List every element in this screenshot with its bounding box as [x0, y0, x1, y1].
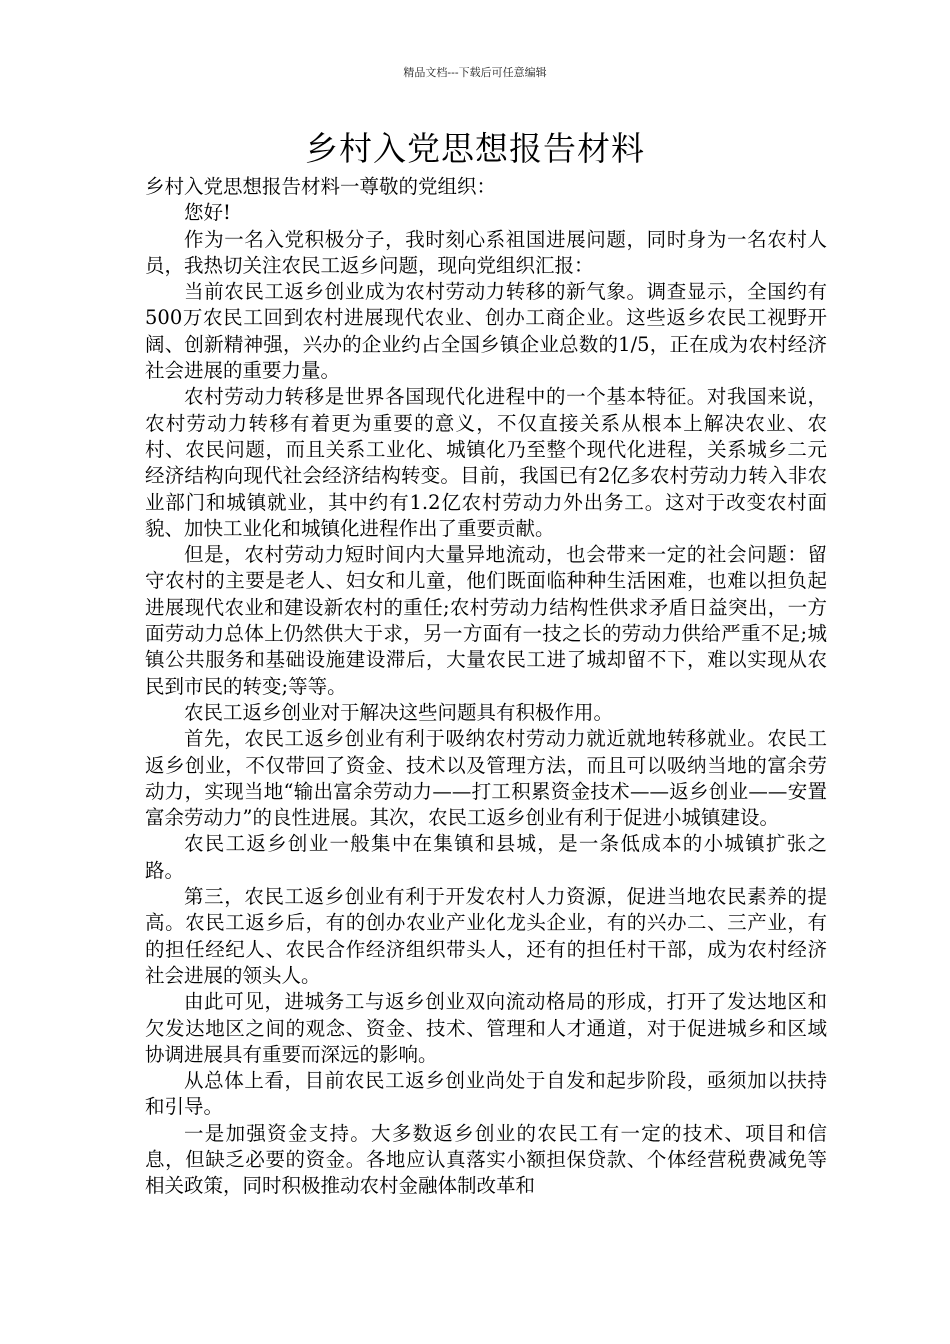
paragraph: 当前农民工返乡创业成为农村劳动力转移的新气象。调查显示，全国约有500万农民工回到农村进展现代农业、创办工商企业。这些返乡农民工视野开阔、创新精神强，兴办的企业约占全国乡镇企业总数的1/5，正在成为农村经济社会进展的重要力量。 — [145, 280, 827, 383]
paragraph: 但是，农村劳动力短时间内大量异地流动，也会带来一定的社会问题：留守农村的主要是老人、妇女和儿童，他们既面临种种生活困难，也难以担负起进展现代农业和建设新农村的重任;农村劳动力结构性供求矛盾日益突出，一方面劳动力总体上仍然供大于求，另一方面有一技之长的劳动力供给严重不足;城镇公共服务和基础设施建设滞后，大量农民工进了城却留不下，难以实现从农民到市民的转变;等等。 — [145, 543, 827, 698]
paragraph-greeting: 您好! — [184, 201, 231, 225]
document-title: 乡村入党思想报告材料 — [305, 129, 645, 168]
paragraph: 第三，农民工返乡创业有利于开发农村人力资源，促进当地农民素养的提高。农民工返乡后，有的创办农业产业化龙头企业，有的兴办二、三产业，有的担任经纪人、农民合作经济组织带头人，还有的担任村干部，成为农村经济社会进展的领头人。 — [145, 885, 827, 987]
paragraph: 一是加强资金支持。大多数返乡创业的农民工有一定的技术、项目和信息，但缺乏必要的资金。各地应认真落实小额担保贷款、个体经营税费减免等相关政策，同时积极推动农村金融体制改革和 — [145, 1121, 827, 1198]
paragraph: 从总体上看，目前农民工返乡创业尚处于自发和起步阶段，亟须加以扶持和引导。 — [145, 1069, 827, 1119]
paragraph: 农村劳动力转移是世界各国现代化进程中的一个基本特征。对我国来说，农村劳动力转移有着更为重要的意义，不仅直接关系从根本上解决农业、农村、农民问题，而且关系工业化、城镇化乃至整个现代化进程，关系城乡二元经济结构向现代社会经济结构转变。目前，我国已有2亿多农村劳动力转入非农业部门和城镇就业，其中约有1.2亿农村劳动力外出务工。这对于改变农村面貌、加快工业化和城镇化进程作出了重要贡献。 — [145, 385, 827, 540]
paragraph: 农民工返乡创业对于解决这些问题具有积极作用。 — [184, 700, 614, 724]
paragraph: 首先，农民工返乡创业有利于吸纳农村劳动力就近就地转移就业。农民工返乡创业，不仅带回了资金、技术以及管理方法，而且可以吸纳当地的富余劳动力，实现当地“输出富余劳动力——打工积累资金技术——返乡创业——安置富余劳动力”的良性进展。其次，农民工返乡创业有利于促进小城镇建设。 — [145, 727, 827, 830]
paragraph-opening: 乡村入党思想报告材料一尊敬的党组织： — [145, 175, 497, 198]
paragraph: 作为一名入党积极分子，我时刻心系祖国进展问题，同时身为一名农村人员，我热切关注农民工返乡问题，现向党组织汇报： — [145, 227, 827, 277]
paragraph: 农民工返乡创业一般集中在集镇和县城，是一条低成本的小城镇扩张之路。 — [145, 832, 827, 882]
paragraph: 由此可见，进城务工与返乡创业双向流动格局的形成，打开了发达地区和欠发达地区之间的观念、资金、技术、管理和人才通道，对于促进城乡和区域协调进展具有重要而深远的影响。 — [145, 990, 827, 1066]
document-body — [145, 174, 827, 1200]
header-note: 精品文档---下载后可任意编辑 — [403, 66, 547, 79]
